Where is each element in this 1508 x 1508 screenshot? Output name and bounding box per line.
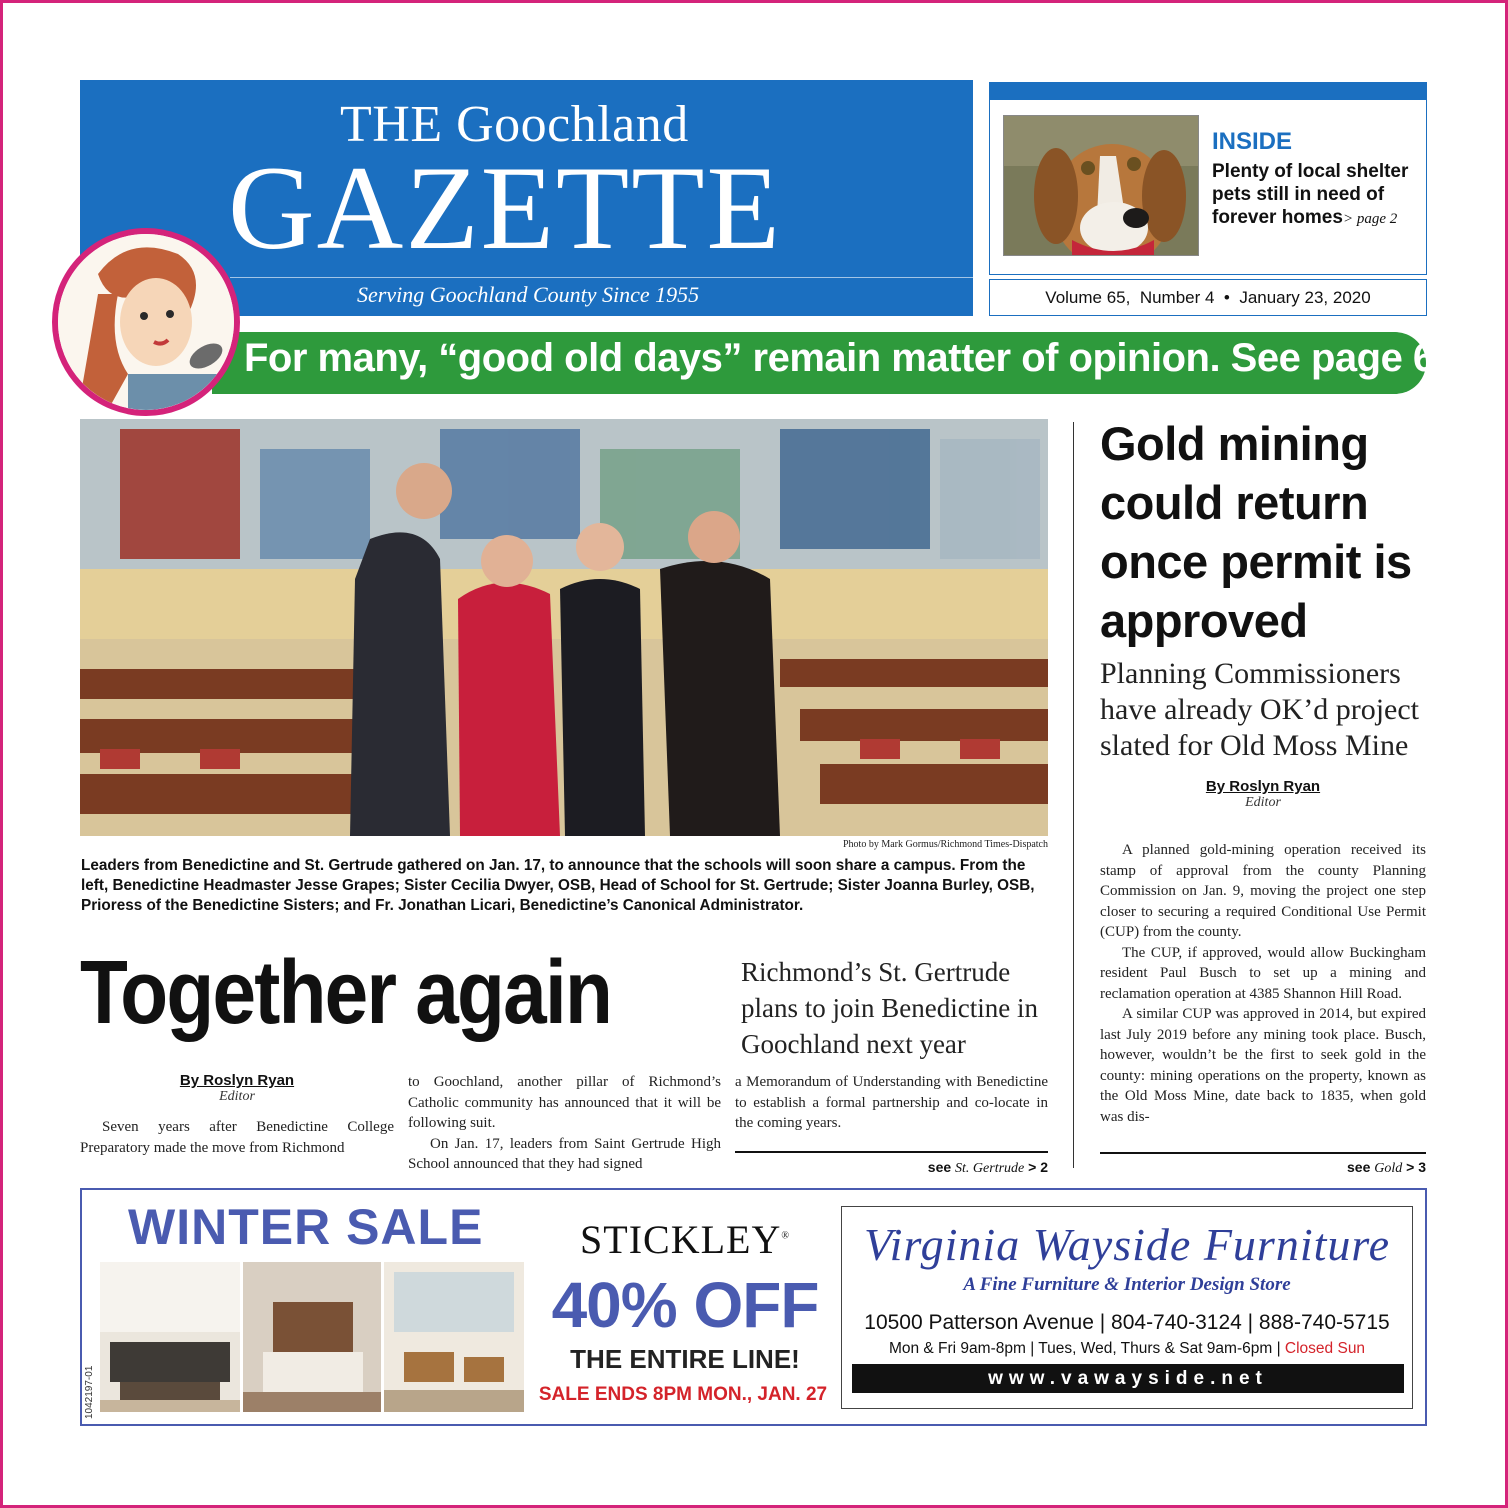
opinion-banner-text[interactable]: For many, “good old days” remain matter of opinion. See page 6 — [244, 336, 1435, 380]
masthead-tagline: Serving Goochland County Since 1955 — [357, 282, 700, 307]
main-col-2-p1: to Goochland, another pillar of Richmond’s Catholic community has announced that it will be following suit. — [408, 1074, 721, 1131]
inside-teaser-text[interactable] — [1212, 160, 1412, 231]
masthead-the-goochland: THE Goochland — [340, 96, 689, 153]
main-headline[interactable]: Together again — [80, 943, 612, 1043]
gold-p3: A similar CUP was approved in 2014, but expired last July 2019 before any mining took place. Busch, however, wouldn’t be the first to seek gold in the county: mining operations on the property, known as the Old Moss Mine, date back to 1835, when gold was dis- — [1100, 1006, 1426, 1125]
inside-teaser-band — [989, 82, 1427, 100]
issue-info: Volume 65, Number 4 • January 23, 2020 — [989, 279, 1427, 316]
inside-page-ref: > page 2 — [1342, 211, 1398, 227]
main-col-3 — [735, 1072, 1048, 1134]
gold-p1: A planned gold-mining operation received its stamp of approval from the county Planning Commission on Jan. 9, moving the project one step closer to securing a required Conditional Use Permit (CUP) from the county. — [1100, 842, 1426, 940]
church-photo — [80, 419, 1048, 836]
issue-volume: Volume 65, — [1045, 287, 1131, 307]
ad-photo-living-room — [100, 1262, 240, 1412]
ad-store-address: 10500 Patterson Avenue | 804-740-3124 | 888-740-5715 — [864, 1311, 1390, 1334]
dog-photo — [1003, 115, 1199, 256]
ad-brand-mark: ® — [781, 1230, 790, 1242]
ad-store-hours — [845, 1340, 1409, 1358]
main-jump-target: St. Gertrude — [955, 1161, 1025, 1176]
inside-teaser-copy: Plenty of local shelter pets still in need of forever homes — [1212, 161, 1409, 228]
column-divider — [1073, 422, 1074, 1168]
ad-store-closed: Closed Sun — [1284, 1340, 1366, 1357]
main-dek: Richmond’s St. Gertrude plans to join Benedictine in Goochland next year — [741, 957, 1038, 1059]
ad-store-url[interactable]: www.vawayside.net — [852, 1364, 1404, 1393]
main-col-3-text: a Memorandum of Understanding with Benedictine to establish a formal partnership and co-locate in the coming years. — [735, 1074, 1048, 1131]
gold-body — [1100, 840, 1426, 1127]
main-jump-link[interactable] — [735, 1159, 1048, 1177]
ad-store-name: Virginia Wayside Furniture — [863, 1219, 1390, 1270]
photo-credit: Photo by Mark Gormus/Richmond Times-Dispatch — [842, 839, 1048, 850]
gold-jump-see: see — [1347, 1159, 1371, 1175]
main-col-2-p2: On Jan. 17, leaders from Saint Gertrude High School announced that they had signed — [408, 1135, 721, 1172]
mascot-illustration — [52, 228, 240, 416]
gold-byline-block — [1100, 778, 1426, 811]
gold-byline-role: Editor — [1245, 795, 1281, 810]
issue-date: January 23, 2020 — [1239, 287, 1371, 307]
main-end-rule — [735, 1151, 1048, 1153]
ad-sale-ends: SALE ENDS 8PM MON., JAN. 27 — [538, 1384, 828, 1405]
photo-caption: Leaders from Benedictine and St. Gertrude gathered on Jan. 17, to announce that the schools will soon share a campus. From the left, Benedictine Headmaster Jesse Grapes; Sister Cecilia Dwyer, OSB, Head of School for St. Gertrude; Sister Joanna Burley, OSB, Prioress of the Benedictine Sisters; and Fr. Jonathan Licari, Benedictine’s Canonical Administrator. — [81, 857, 1035, 914]
main-jump-see: see — [927, 1159, 952, 1175]
main-byline-role: Editor — [219, 1089, 255, 1104]
masthead-title: GAZETTE — [228, 141, 782, 274]
ad-photo-bedroom — [243, 1262, 381, 1412]
main-col-1 — [80, 1072, 394, 1158]
main-byline: By Roslyn Ryan — [179, 1072, 295, 1089]
gold-headline[interactable]: Gold mining could return once permit is approved — [1100, 417, 1412, 647]
ad-winter-sale: WINTER SALE — [128, 1199, 484, 1255]
gold-jump-link[interactable] — [1100, 1159, 1426, 1177]
gold-jump-page: > 3 — [1406, 1159, 1426, 1175]
gold-jump-target: Gold — [1374, 1161, 1403, 1176]
gold-byline: By Roslyn Ryan — [1205, 778, 1321, 795]
ad-code: 1042197-01 — [84, 1365, 95, 1419]
ad-brand — [540, 1216, 830, 1263]
ad-entire-line: THE ENTIRE LINE! — [570, 1344, 800, 1374]
ad-store-tagline: A Fine Furniture & Interior Design Store — [963, 1274, 1291, 1295]
gold-dek: Planning Commissioners have already OK’d project slated for Old Moss Mine — [1100, 657, 1420, 762]
main-col-1-text: Seven years after Benedictine College Preparatory made the move from Richmond — [80, 1119, 394, 1156]
gold-p2: The CUP, if approved, would allow Buckingham resident Paul Busch to set up a mining and reclamation operation at 4385 Shannon Hill Road. — [1100, 944, 1426, 1002]
ad-store-hours-text: Mon & Fri 9am-8pm | Tues, Wed, Thurs & Sat 9am-6pm | — [888, 1340, 1285, 1357]
ad-discount: 40% OFF — [551, 1269, 819, 1341]
ad-brand-name: STICKLEY — [580, 1217, 782, 1262]
masthead-rule — [230, 277, 973, 278]
gold-end-rule — [1100, 1152, 1426, 1154]
issue-number: Number 4 — [1139, 287, 1215, 307]
inside-label: INSIDE — [1212, 128, 1293, 155]
ad-photo-sunroom — [384, 1262, 524, 1412]
main-col-2 — [408, 1072, 721, 1175]
main-jump-page: > 2 — [1028, 1159, 1048, 1175]
